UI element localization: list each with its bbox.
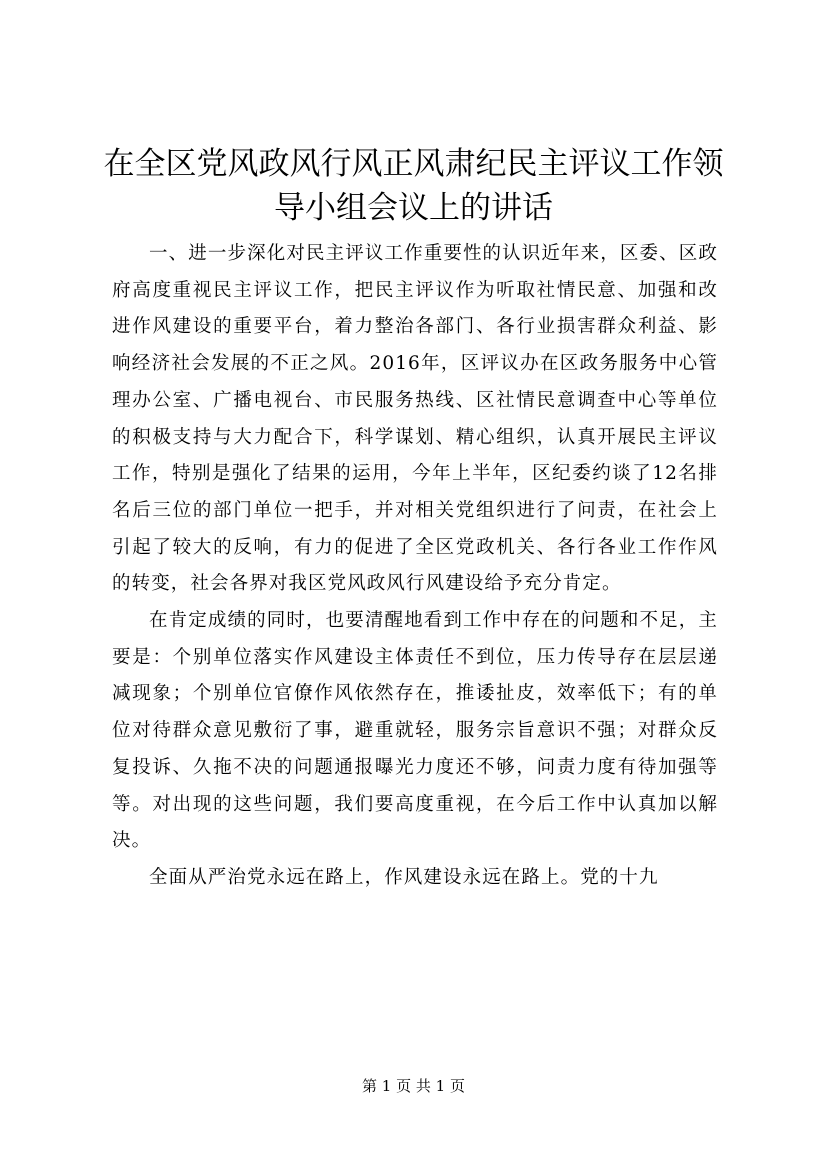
- paragraph-1: 一、进一步深化对民主评议工作重要性的认识近年来，区委、区政府高度重视民主评议工作，把民主评议作为听取社情民意、加强和改进作风建设的重要平台，着力整治各部门、各行业损害群众利益、影响经济社会发展的不正之风。2016年，区评议办在区政务服务中心管理办公室、广播电视台、市民服务热线、区社情民意调查中心等单位的积极支持与大力配合下，科学谋划、精心组织，认真开展民主评议工作，特别是强化了结果的运用，今年上半年，区纪委约谈了12名排名后三位的部门单位一把手，并对相关党组织进行了问责，在社会上引起了较大的反响，有力的促进了全区党政机关、各行各业工作作风的转变，社会各界对我区党风政风行风建设给予充分肯定。: [112, 243, 718, 595]
- document-body: [112, 236, 718, 897]
- paragraph-3: 全面从严治党永远在路上，作风建设永远在路上。党的十九: [149, 866, 659, 888]
- page-footer: 第 1 页 共 1 页: [362, 1077, 465, 1095]
- paragraph-2: 在肯定成绩的同时，也要清醒地看到工作中存在的问题和不足，主要是：个别单位落实作风建设主体责任不到位，压力传导存在层层递减现象；个别单位官僚作风依然存在，推诿扯皮，效率低下；有的单位对待群众意见敷衍了事，避重就轻，服务宗旨意识不强；对群众反复投诉、久拖不决的问题通报曝光力度还不够，问责力度有待加强等等。对出现的这些问题，我们要高度重视，在今后工作中认真加以解决。: [112, 610, 718, 852]
- document-title: 在全区党风政风行风正风肃纪民主评议工作领导小组会议上的讲话: [103, 146, 724, 226]
